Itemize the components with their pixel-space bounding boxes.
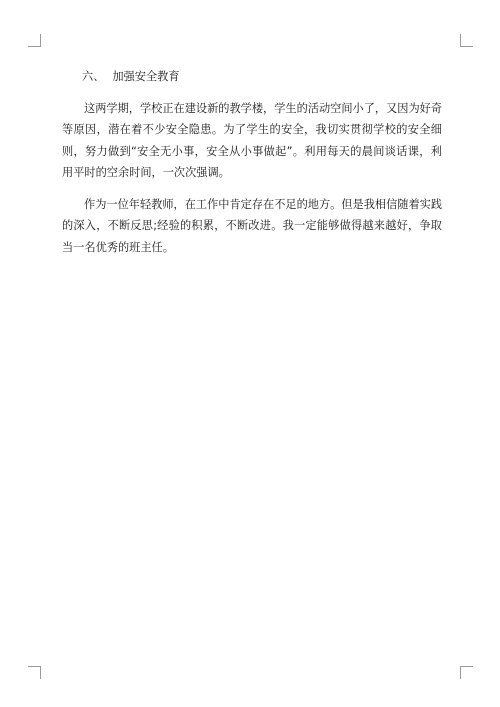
page-corner-mark-top-right bbox=[460, 34, 473, 47]
section-heading bbox=[82, 66, 442, 88]
page-corner-mark-top-left bbox=[28, 34, 41, 47]
paragraph-reflection: 作为一位年轻教师，在工作中肯定存在不足的地方。但是我相信随着实践的深入，不断反思;经验的积累，不断改进。我一定能够做得越来越好，争取当一名优秀的班主任。 bbox=[62, 197, 443, 254]
page-corner-mark-bottom-left bbox=[28, 666, 41, 679]
paragraph-safety: 这两学期，学校正在建设新的教学楼，学生的活动空间小了，又因为好奇等原因，潜在着不少安全隐患。为了学生的安全，我切实贯彻学校的安全细则，努力做到“安全无小事，安全从小事做起”。利用每天的晨间谈话课，利用平时的空余时间，一次次强调。 bbox=[62, 101, 443, 179]
section-number: 六、 bbox=[82, 70, 105, 83]
document-body bbox=[62, 66, 442, 268]
page-corner-mark-bottom-right bbox=[460, 666, 473, 679]
section-title: 加强安全教育 bbox=[112, 70, 180, 83]
